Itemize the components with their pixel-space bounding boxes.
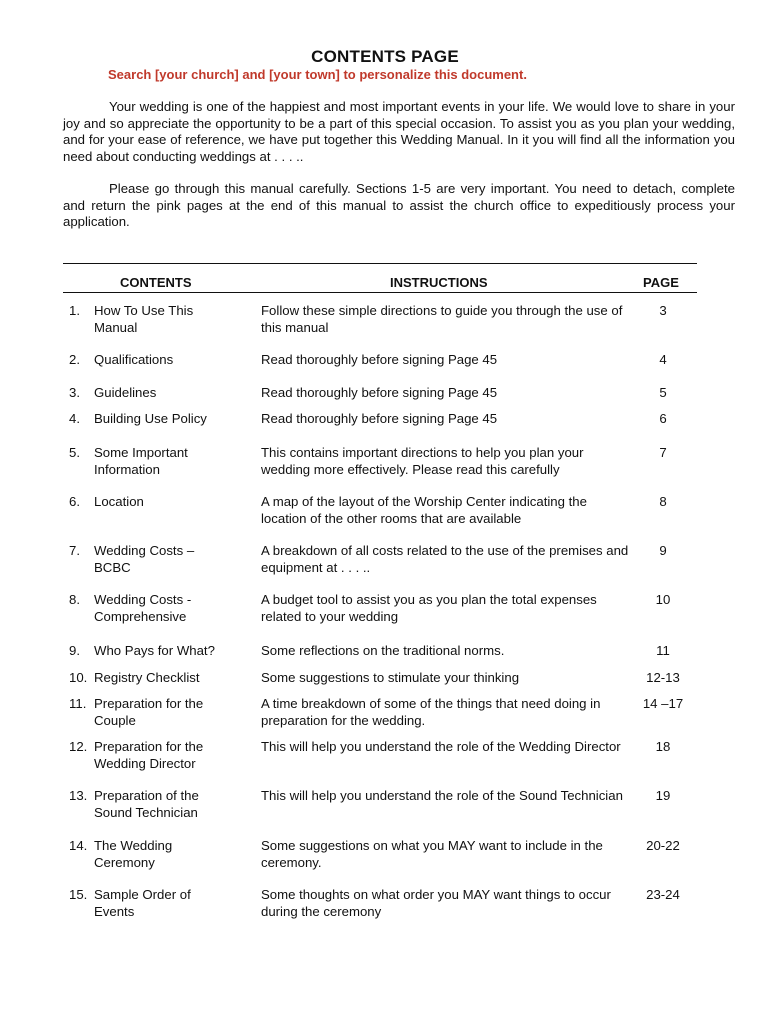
row-number: 9. — [69, 643, 80, 658]
row-item: How To Use This Manual — [94, 303, 194, 335]
row-instruction: A time breakdown of some of the things that need doing in preparation for the wedding. — [261, 696, 601, 728]
row-item: Preparation of the Sound Technician — [94, 788, 199, 820]
row-page: 14 –17 — [642, 696, 684, 711]
instructions-paragraph: Please go through this manual carefully. Sections 1-5 are very important. You need to detach, complete and return the pink pages at the end of this manual to assist the church office to expeditiously process your application. — [63, 181, 735, 229]
row-page: 4 — [659, 352, 667, 367]
row-item: Preparation for the Couple — [94, 696, 204, 728]
row-page: 6 — [659, 411, 667, 426]
row-instruction: A breakdown of all costs related to the use of the premises and equipment at . . . .. — [261, 543, 629, 575]
search-note: Search [your church] and [your town] to personalize this document. — [108, 67, 527, 82]
row-page: 3 — [659, 303, 667, 318]
row-page: 23-24 — [646, 887, 680, 902]
row-number: 1. — [69, 303, 80, 318]
row-number: 4. — [69, 411, 80, 426]
header-instructions: INSTRUCTIONS — [390, 275, 488, 290]
row-number: 11. — [69, 696, 87, 711]
row-number: 10. — [69, 670, 88, 685]
row-item: Building Use Policy — [94, 411, 207, 426]
table-top-rule — [63, 263, 697, 264]
row-number: 12. — [69, 739, 88, 754]
row-number: 2. — [69, 352, 80, 367]
row-number: 15. — [69, 887, 88, 902]
row-instruction: Read thoroughly before signing Page 45 — [261, 352, 498, 367]
row-instruction: Follow these simple directions to guide you through the use of this manual — [261, 303, 623, 335]
row-instruction: Some suggestions on what you MAY want to include in the ceremony. — [261, 838, 603, 870]
row-page: 19 — [655, 788, 671, 803]
row-item: Qualifications — [94, 352, 174, 367]
row-item: Sample Order of Events — [94, 887, 191, 919]
row-page: 9 — [659, 543, 667, 558]
row-instruction: Read thoroughly before signing Page 45 — [261, 411, 498, 426]
row-item: Location — [94, 494, 144, 509]
row-page: 8 — [659, 494, 667, 509]
row-item: Who Pays for What? — [94, 643, 215, 658]
row-page: 18 — [655, 739, 671, 754]
row-instruction: This will help you understand the role of the Wedding Director — [261, 739, 621, 754]
row-page: 7 — [659, 445, 667, 460]
row-number: 13. — [69, 788, 88, 803]
row-item: Some Important Information — [94, 445, 188, 477]
row-instruction: Read thoroughly before signing Page 45 — [261, 385, 498, 400]
row-instruction: This will help you understand the role of the Sound Technician — [261, 788, 623, 803]
row-page: 12-13 — [646, 670, 680, 685]
row-instruction: This contains important directions to help you plan your wedding more effectively. Please read this carefully — [261, 445, 584, 477]
row-instruction: Some reflections on the traditional norms. — [261, 643, 505, 658]
header-page: PAGE — [643, 275, 679, 290]
row-instruction: A map of the layout of the Worship Center indicating the location of the other rooms that are available — [261, 494, 587, 526]
intro-paragraph: Your wedding is one of the happiest and most important events in your life. We would love to share in your joy and so appreciate the opportunity to be a part of this special occasion. To assist you as you plan your wedding, and for your ease of reference, we have put together this Wedding Manual. In it you will find all the information you need about conducting weddings at . . . .. — [63, 99, 735, 164]
row-instruction: Some thoughts on what order you MAY want things to occur during the ceremony — [261, 887, 611, 919]
table-header-rule — [63, 292, 697, 293]
row-number: 8. — [69, 592, 80, 607]
row-item: Guidelines — [94, 385, 157, 400]
header-contents: CONTENTS — [120, 275, 192, 290]
row-page: 5 — [659, 385, 667, 400]
row-item: Wedding Costs – BCBC — [94, 543, 195, 575]
row-item: Preparation for the Wedding Director — [94, 739, 204, 771]
row-item: Wedding Costs - Comprehensive — [94, 592, 192, 624]
row-page: 10 — [655, 592, 671, 607]
row-number: 7. — [69, 543, 80, 558]
row-number: 3. — [69, 385, 80, 400]
row-number: 14. — [69, 838, 88, 853]
row-page: 20-22 — [646, 838, 680, 853]
row-instruction: Some suggestions to stimulate your thinking — [261, 670, 520, 685]
row-page: 11 — [656, 643, 670, 658]
row-number: 5. — [69, 445, 80, 460]
row-item: The Wedding Ceremony — [94, 838, 173, 870]
row-item: Registry Checklist — [94, 670, 200, 685]
page-title: CONTENTS PAGE — [311, 47, 459, 66]
row-number: 6. — [69, 494, 80, 509]
row-instruction: A budget tool to assist you as you plan the total expenses related to your wedding — [261, 592, 597, 624]
